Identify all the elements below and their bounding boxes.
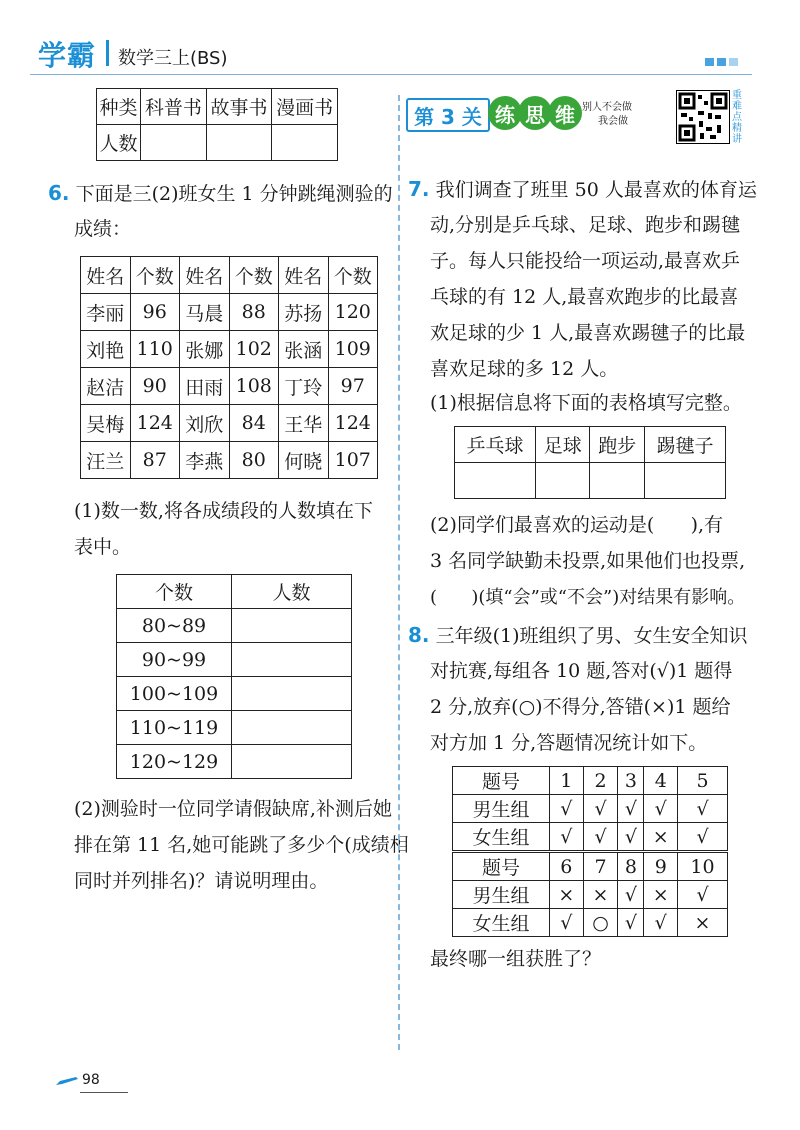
table-header-cell: 6 bbox=[550, 852, 584, 881]
question-number: 8. bbox=[408, 623, 430, 647]
note-line: 我会做 bbox=[598, 116, 628, 127]
table-cell[interactable] bbox=[206, 125, 272, 161]
table-cell: 109 bbox=[328, 331, 378, 368]
table-cell: 男生组 bbox=[453, 795, 550, 823]
table-cell: 108 bbox=[229, 368, 279, 405]
table-header-cell: 跑步 bbox=[590, 427, 644, 463]
section-title bbox=[488, 96, 578, 130]
table-cell: √ bbox=[644, 795, 678, 823]
question-part-1: (1)根据信息将下面的表格填写完整。 bbox=[430, 392, 742, 414]
question-text: 我们调查了班里 50 人最喜欢的体育运 bbox=[435, 179, 757, 201]
qr-code-icon[interactable] bbox=[676, 90, 730, 144]
book-type-table bbox=[96, 88, 338, 161]
table-cell: 80 bbox=[229, 442, 279, 479]
question-text: 子。每人只能投给一项运动,最喜欢乒 bbox=[430, 250, 741, 272]
table-cell: 100~109 bbox=[117, 677, 232, 711]
table-cell: ○ bbox=[583, 909, 618, 937]
section-label: 第 3 关 bbox=[406, 98, 490, 132]
table-header-cell: 1 bbox=[550, 767, 584, 795]
question-text: 欢足球的少 1 人,最喜欢踢毽子的比最 bbox=[430, 322, 746, 344]
table-cell: √ bbox=[550, 795, 584, 823]
note-line: 别人不会做 bbox=[582, 102, 632, 113]
question-8 bbox=[408, 618, 747, 654]
table-cell: √ bbox=[678, 795, 728, 823]
column-divider bbox=[398, 95, 400, 1050]
question-part-2: 同时并列排名)？请说明理由。 bbox=[74, 870, 329, 892]
table-cell: 120~129 bbox=[117, 745, 232, 779]
table-header-cell: 2 bbox=[583, 767, 618, 795]
table-cell: 女生组 bbox=[453, 909, 550, 937]
question-text: 三年级(1)班组织了男、女生安全知识 bbox=[435, 625, 748, 647]
table-cell: 107 bbox=[328, 442, 378, 479]
table-header-cell: 足球 bbox=[536, 427, 590, 463]
table-cell: 马晨 bbox=[180, 294, 230, 331]
range-table bbox=[116, 574, 352, 779]
table-cell: × bbox=[644, 881, 678, 909]
table-cell: 张涵 bbox=[279, 331, 329, 368]
answer-cell[interactable] bbox=[590, 463, 644, 499]
footer-rule bbox=[80, 1092, 128, 1093]
brand-logo: 学霸 bbox=[38, 39, 97, 72]
table-header-cell: 题号 bbox=[453, 852, 550, 881]
table-cell: √ bbox=[678, 881, 728, 909]
table-header-cell: 7 bbox=[583, 852, 618, 881]
table-cell: √ bbox=[618, 909, 644, 937]
table-cell: × bbox=[678, 909, 728, 937]
table-cell: 男生组 bbox=[453, 881, 550, 909]
answer-cell[interactable] bbox=[232, 643, 352, 677]
section-note bbox=[582, 101, 632, 129]
question-part-2: (2)测验时一位同学请假缺席,补测后她 bbox=[74, 798, 392, 820]
table-header-cell: 3 bbox=[618, 767, 644, 795]
table-cell: × bbox=[550, 881, 584, 909]
table-cell: 种类 bbox=[97, 89, 141, 125]
question-text: 动,分别是乒乓球、足球、跑步和踢毽 bbox=[430, 214, 741, 236]
logo-divider bbox=[106, 40, 109, 66]
question-part-1: (1)数一数,将各成绩段的人数填在下 bbox=[74, 500, 373, 522]
answer-cell[interactable] bbox=[644, 463, 725, 499]
question-text: 成绩： bbox=[74, 218, 132, 240]
table-cell: 88 bbox=[229, 294, 279, 331]
table-header-cell: 个数 bbox=[229, 257, 279, 294]
question-number: 6. bbox=[48, 181, 70, 205]
table-cell: √ bbox=[644, 909, 678, 937]
final-question: 最终哪一组获胜了？ bbox=[430, 948, 602, 970]
question-6 bbox=[48, 176, 393, 212]
table-cell: 女生组 bbox=[453, 823, 550, 852]
table-header-cell: 个数 bbox=[117, 575, 232, 609]
header-rule bbox=[30, 74, 752, 75]
question-part-2: 排在第 11 名,她可能跳了多少个(成绩相 bbox=[74, 834, 409, 856]
table-cell: 赵洁 bbox=[81, 368, 131, 405]
question-part-2: ( )(填“会”或“不会”)对结果有影响。 bbox=[430, 587, 746, 608]
answer-table bbox=[452, 766, 728, 937]
table-cell: 80~89 bbox=[117, 609, 232, 643]
table-cell[interactable] bbox=[272, 125, 338, 161]
table-cell: √ bbox=[550, 823, 584, 852]
question-text: 2 分,放弃(○)不得分,答错(×)1 题给 bbox=[430, 696, 731, 718]
question-part-2: 3 名同学缺勤未投票,如果他们也投票, bbox=[430, 550, 746, 572]
table-cell: 110 bbox=[130, 331, 180, 368]
table-cell: 84 bbox=[229, 405, 279, 442]
question-text: 对方加 1 分,答题情况统计如下。 bbox=[430, 732, 708, 754]
table-cell: √ bbox=[618, 823, 644, 852]
score-table bbox=[80, 256, 378, 479]
answer-cell[interactable] bbox=[232, 745, 352, 779]
table-cell: 人数 bbox=[97, 125, 141, 161]
table-header-cell: 踢毽子 bbox=[644, 427, 725, 463]
table-header-cell: 个数 bbox=[130, 257, 180, 294]
table-header-cell: 5 bbox=[678, 767, 728, 795]
table-cell: 87 bbox=[130, 442, 180, 479]
table-cell: 102 bbox=[229, 331, 279, 368]
table-cell: 97 bbox=[328, 368, 378, 405]
table-cell: 96 bbox=[130, 294, 180, 331]
table-header-cell: 题号 bbox=[453, 767, 550, 795]
question-part-2: (2)同学们最喜欢的运动是( ),有 bbox=[430, 514, 724, 536]
table-header-cell: 4 bbox=[644, 767, 678, 795]
table-header-cell: 乒乓球 bbox=[455, 427, 536, 463]
table-header-cell: 10 bbox=[678, 852, 728, 881]
question-number: 7. bbox=[408, 177, 430, 201]
table-cell: 刘欣 bbox=[180, 405, 230, 442]
table-cell: √ bbox=[618, 795, 644, 823]
table-cell: √ bbox=[618, 881, 644, 909]
page-number: 98 bbox=[82, 1072, 100, 1088]
table-cell: 90 bbox=[130, 368, 180, 405]
table-header-cell: 姓名 bbox=[279, 257, 329, 294]
sport-table bbox=[454, 426, 726, 499]
table-cell: 124 bbox=[328, 405, 378, 442]
answer-cell[interactable] bbox=[232, 677, 352, 711]
table-header-cell: 姓名 bbox=[180, 257, 230, 294]
table-header-cell: 8 bbox=[618, 852, 644, 881]
table-cell: √ bbox=[583, 823, 618, 852]
table-cell: 110~119 bbox=[117, 711, 232, 745]
question-7 bbox=[408, 172, 757, 208]
table-header-cell: 姓名 bbox=[81, 257, 131, 294]
table-cell: √ bbox=[678, 823, 728, 852]
table-cell: 刘艳 bbox=[81, 331, 131, 368]
answer-cell[interactable] bbox=[536, 463, 590, 499]
table-cell: 90~99 bbox=[117, 643, 232, 677]
table-cell: 故事书 bbox=[206, 89, 272, 125]
table-cell: 田雨 bbox=[180, 368, 230, 405]
table-cell: × bbox=[644, 823, 678, 852]
question-part-1: 表中。 bbox=[74, 536, 132, 558]
table-cell: 丁玲 bbox=[279, 368, 329, 405]
answer-cell[interactable] bbox=[455, 463, 536, 499]
question-text: 对抗赛,每组各 10 题,答对(√)1 题得 bbox=[430, 660, 733, 682]
book-title: 数学三上(BS) bbox=[118, 48, 228, 69]
table-cell: 吴梅 bbox=[81, 405, 131, 442]
title-bubble: 练 bbox=[488, 96, 522, 130]
table-header-cell: 人数 bbox=[232, 575, 352, 609]
question-text: 下面是三(2)班女生 1 分钟跳绳测验的 bbox=[75, 183, 393, 205]
answer-cell[interactable] bbox=[232, 711, 352, 745]
table-cell: 科普书 bbox=[141, 89, 207, 125]
question-text: 喜欢足球的多 12 人。 bbox=[430, 358, 619, 380]
pencil-icon bbox=[56, 1076, 78, 1086]
table-cell: 王华 bbox=[279, 405, 329, 442]
table-cell: 李丽 bbox=[81, 294, 131, 331]
question-text: 乓球的有 12 人,最喜欢跑步的比最喜 bbox=[430, 286, 739, 308]
table-cell: √ bbox=[583, 795, 618, 823]
title-bubble: 维 bbox=[548, 96, 582, 130]
header-decor bbox=[705, 58, 738, 66]
table-cell: 120 bbox=[328, 294, 378, 331]
table-cell[interactable] bbox=[141, 125, 207, 161]
table-cell: 124 bbox=[130, 405, 180, 442]
table-cell: 苏扬 bbox=[279, 294, 329, 331]
answer-cell[interactable] bbox=[232, 609, 352, 643]
table-header-cell: 个数 bbox=[328, 257, 378, 294]
qr-label: 重难点精讲 bbox=[732, 90, 742, 145]
table-header-cell: 9 bbox=[644, 852, 678, 881]
table-cell: 何晓 bbox=[279, 442, 329, 479]
table-cell: 汪兰 bbox=[81, 442, 131, 479]
table-cell: √ bbox=[550, 909, 584, 937]
title-bubble: 思 bbox=[518, 96, 552, 130]
table-cell: 张娜 bbox=[180, 331, 230, 368]
table-cell: 李燕 bbox=[180, 442, 230, 479]
table-cell: 漫画书 bbox=[272, 89, 338, 125]
table-cell: × bbox=[583, 881, 618, 909]
